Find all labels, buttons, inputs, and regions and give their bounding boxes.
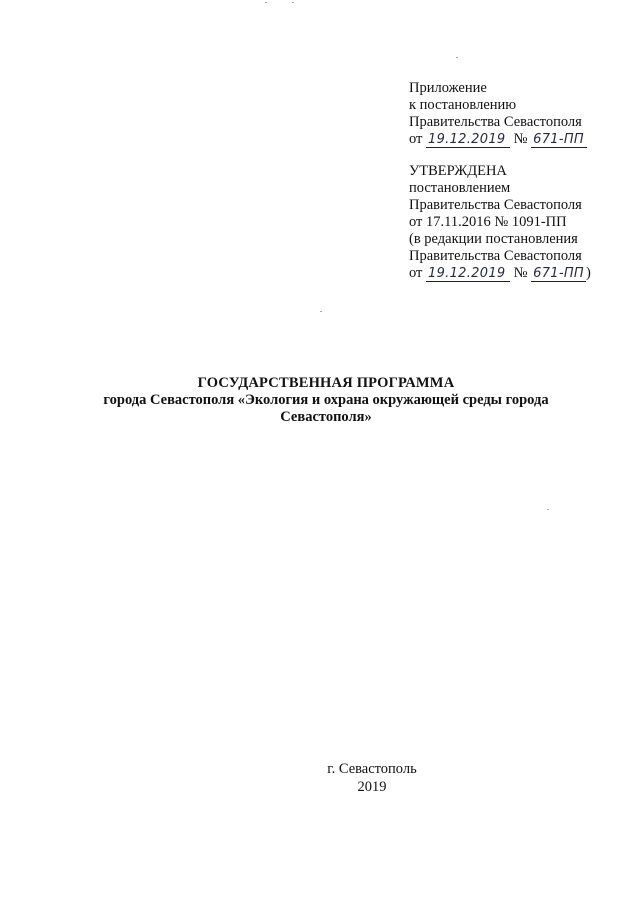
- appendix-date-line: [409, 131, 624, 148]
- appendix-line-2: к постановлению: [409, 97, 517, 113]
- program-subtitle: города Севастополя «Экология и охрана окружающей среды города Севастополя»: [103, 392, 549, 425]
- approved-handwritten-number: 671-ПП: [533, 266, 584, 281]
- scan-speck: [320, 311, 322, 312]
- scan-speck: [292, 2, 294, 3]
- program-title-block: [60, 375, 592, 426]
- approved-line-5: (в редакции постановления: [409, 231, 578, 247]
- approved-closing-paren: ): [585, 265, 591, 281]
- document-year: 2019: [357, 779, 387, 795]
- approved-date-prefix: от: [409, 265, 423, 281]
- appendix-date-prefix: от: [409, 131, 423, 147]
- appendix-handwritten-number: 671-ПП: [531, 132, 587, 148]
- approved-number-sign: №: [513, 265, 528, 281]
- appendix-handwritten-date: 19.12.2019: [426, 132, 510, 148]
- approved-date-line: [409, 265, 624, 282]
- program-title: ГОСУДАРСТВЕННАЯ ПРОГРАММА: [197, 375, 455, 391]
- scan-speck: [456, 57, 458, 58]
- city-name: г. Севастополь: [327, 761, 417, 777]
- approved-line-1: УТВЕРЖДЕНА: [409, 163, 507, 179]
- approved-handwritten-date: 19.12.2019: [426, 266, 510, 282]
- appendix-block: [409, 80, 624, 282]
- appendix-line-3: Правительства Севастополя: [409, 114, 582, 130]
- scan-speck: [265, 2, 267, 3]
- approved-line-6: Правительства Севастополя: [409, 248, 582, 264]
- scan-speck: [547, 509, 549, 510]
- approved-line-4: от 17.11.2016 № 1091-ПП: [409, 214, 567, 230]
- place-and-year: [272, 760, 472, 796]
- approved-line-2: постановлением: [409, 180, 511, 196]
- appendix-number-sign: №: [513, 131, 528, 147]
- approved-line-3: Правительства Севастополя: [409, 197, 582, 213]
- appendix-line-1: Приложение: [409, 80, 487, 96]
